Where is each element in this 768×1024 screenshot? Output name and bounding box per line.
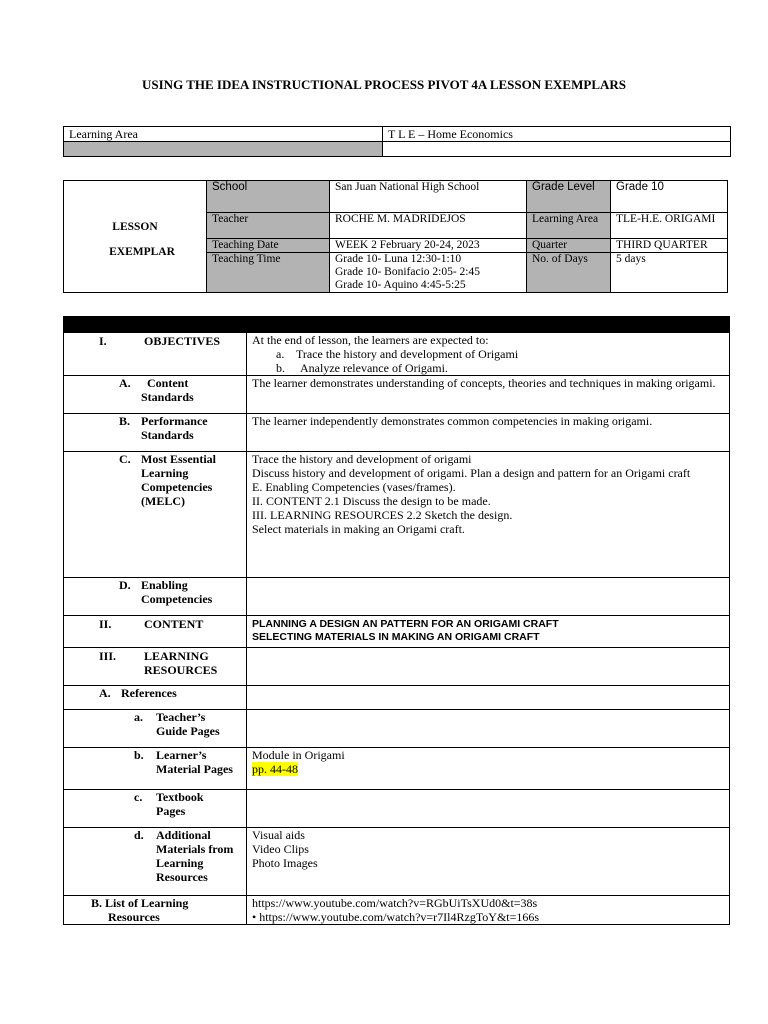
learning-area-label: Learning Area [527,213,611,239]
row-number: C. [119,452,131,466]
header-bar [64,317,730,333]
module-name: Module in Origami [252,748,345,762]
empty-cell [247,578,730,616]
row-label: Material Pages [156,762,233,776]
teaching-time-line: Grade 10- Aquino 4:45-5:25 [335,279,466,291]
teachers-guide-label-cell [64,710,247,748]
row-label: Learning [156,856,204,870]
list-resources-row [64,896,730,925]
row-label: Guide Pages [156,724,220,738]
empty-cell [247,686,730,710]
objective-text: Analyze relevance of Origami. [300,361,448,375]
enabling-label-cell [64,578,247,616]
row-label: Most Essential [141,452,216,466]
objective-marker: a. [276,347,285,361]
empty-cell [247,710,730,748]
objective-item [252,361,724,375]
row-label: CONTENT [144,617,204,631]
row-label: Textbook [156,790,204,804]
row-label: Resources [108,910,160,924]
row-label: Learning [141,466,189,480]
row-label: Learner’s [156,748,207,762]
row-label: Additional [156,828,211,842]
row-label: Competencies [141,592,213,606]
material-line: Photo Images [252,856,318,870]
melc-line: II. CONTENT 2.1 Discuss the design to be made. [252,494,491,508]
empty-cell [64,142,383,157]
performance-standards-row [64,414,730,452]
row-number: A. [119,376,131,390]
row-label: Materials from [156,842,234,856]
melc-line: Trace the history and development of origami [252,452,472,466]
row-label: Resources [156,870,208,884]
learning-resources-row [64,648,730,686]
school-value: San Juan National High School [330,181,527,213]
teaching-date-label: Teaching Date [207,239,330,253]
empty-cell [247,790,730,828]
row-number: a. [134,710,143,724]
row-label: LEARNING [144,649,209,663]
teacher-label: Teacher [207,213,330,239]
content-line: SELECTING MATERIALS IN MAKING AN ORIGAMI CRAFT [252,631,540,643]
row-number: d. [134,828,144,842]
content-standards-label-cell [64,376,247,414]
teaching-time-line: Grade 10- Bonifacio 2:05- 2:45 [335,266,480,278]
content-standards-text: The learner demonstrates understanding of concepts, theories and techniques in making origami. [247,376,730,414]
content-label-cell [64,616,247,648]
additional-materials-value-cell [247,828,730,896]
row-number: I. [99,334,107,348]
learners-material-label-cell [64,748,247,790]
objective-item [252,347,724,361]
no-of-days-label: No. of Days [527,253,611,293]
learning-area-value: TLE-H.E. ORIGAMI [611,213,728,239]
objective-marker: b. [276,361,285,375]
additional-materials-row [64,828,730,896]
melc-line: E. Enabling Competencies (vases/frames). [252,480,456,494]
teaching-date-value: WEEK 2 February 20-24, 2023 [330,239,527,253]
learning-area-label: Learning Area [64,127,383,142]
row-label: Standards [141,390,194,404]
row-label: B. List of Learning [91,896,189,910]
row-label: (MELC) [141,494,185,508]
learning-resources-label-cell [64,648,247,686]
learners-material-row [64,748,730,790]
lesson-plan-table [63,316,730,925]
page-range: pp. 44-48 [252,762,298,776]
school-label: School [207,181,330,213]
row-number: D. [119,578,131,592]
additional-materials-label-cell [64,828,247,896]
row-label: References [121,686,177,700]
learners-material-value-cell [247,748,730,790]
learning-area-table [63,126,731,157]
content-line: PLANNING A DESIGN AN PATTERN FOR AN ORIGAMI CRAFT [252,618,559,630]
learning-area-value: T L E – Home Economics [383,127,731,142]
quarter-label: Quarter [527,239,611,253]
enabling-row [64,578,730,616]
grade-level-label: Grade Level [527,181,611,213]
melc-line: III. LEARNING RESOURCES 2.2 Sketch the design. [252,508,513,522]
list-resources-label-cell [64,896,247,925]
list-resources-value-cell [247,896,730,925]
row-label: OBJECTIVES [144,334,221,348]
empty-cell [247,648,730,686]
textbook-row [64,790,730,828]
resource-link[interactable]: • https://www.youtube.com/watch?v=r7Il4RzgToY&t=166s [252,910,540,924]
row-label: RESOURCES [144,663,218,677]
row-label: Standards [141,428,194,442]
teaching-time-line: Grade 10- Luna 12:30-1:10 [335,253,462,265]
teachers-guide-row [64,710,730,748]
content-row [64,616,730,648]
row-label: Teacher’s [156,710,206,724]
empty-cell [383,142,731,157]
melc-line: Select materials in making an Origami craft. [252,522,465,536]
material-line: Video Clips [252,842,309,856]
content-value-cell [247,616,730,648]
objective-text: Trace the history and development of Origami [296,347,519,361]
content-standards-row [64,376,730,414]
no-of-days-value: 5 days [611,253,728,293]
row-number: A. [99,686,111,700]
grade-level-value: Grade 10 [611,181,728,213]
row-label: Content [147,376,189,390]
row-label: Enabling [141,578,188,592]
document-title: USING THE IDEA INSTRUCTIONAL PROCESS PIVOT 4A LESSON EXEMPLARS [142,77,626,92]
textbook-label-cell [64,790,247,828]
teaching-time-label: Teaching Time [207,253,330,293]
references-label-cell [64,686,247,710]
resource-link[interactable]: https://www.youtube.com/watch?v=RGbUiTsXUd0&t=38s [252,896,538,910]
melc-value-cell [247,452,730,578]
objectives-intro: At the end of lesson, the learners are expected to: [252,333,489,347]
objectives-label-cell [64,333,247,376]
lesson-label: LESSON [112,220,158,233]
row-number: c. [134,790,143,804]
exemplar-label: EXEMPLAR [109,245,175,258]
lesson-info-table [63,180,728,293]
objectives-value-cell [247,333,730,376]
row-number: b. [134,748,144,762]
performance-standards-label-cell [64,414,247,452]
row-label: Pages [156,804,186,818]
row-number: B. [119,414,131,428]
objectives-row [64,333,730,376]
quarter-value: THIRD QUARTER [611,239,728,253]
melc-line: Discuss history and development of origami. Plan a design and pattern for an Origami craft [252,466,691,480]
row-number: II. [99,617,112,631]
references-row [64,686,730,710]
lesson-exemplar-label [64,181,207,293]
melc-label-cell [64,452,247,578]
material-line: Visual aids [252,828,305,842]
performance-standards-text: The learner independently demonstrates common competencies in making origami. [247,414,730,452]
teaching-time-value [330,253,527,293]
row-number: III. [99,649,117,663]
melc-row [64,452,730,578]
row-label: Performance [141,414,208,428]
teacher-value: ROCHE M. MADRIDEJOS [330,213,527,239]
row-label: Competencies [141,480,213,494]
